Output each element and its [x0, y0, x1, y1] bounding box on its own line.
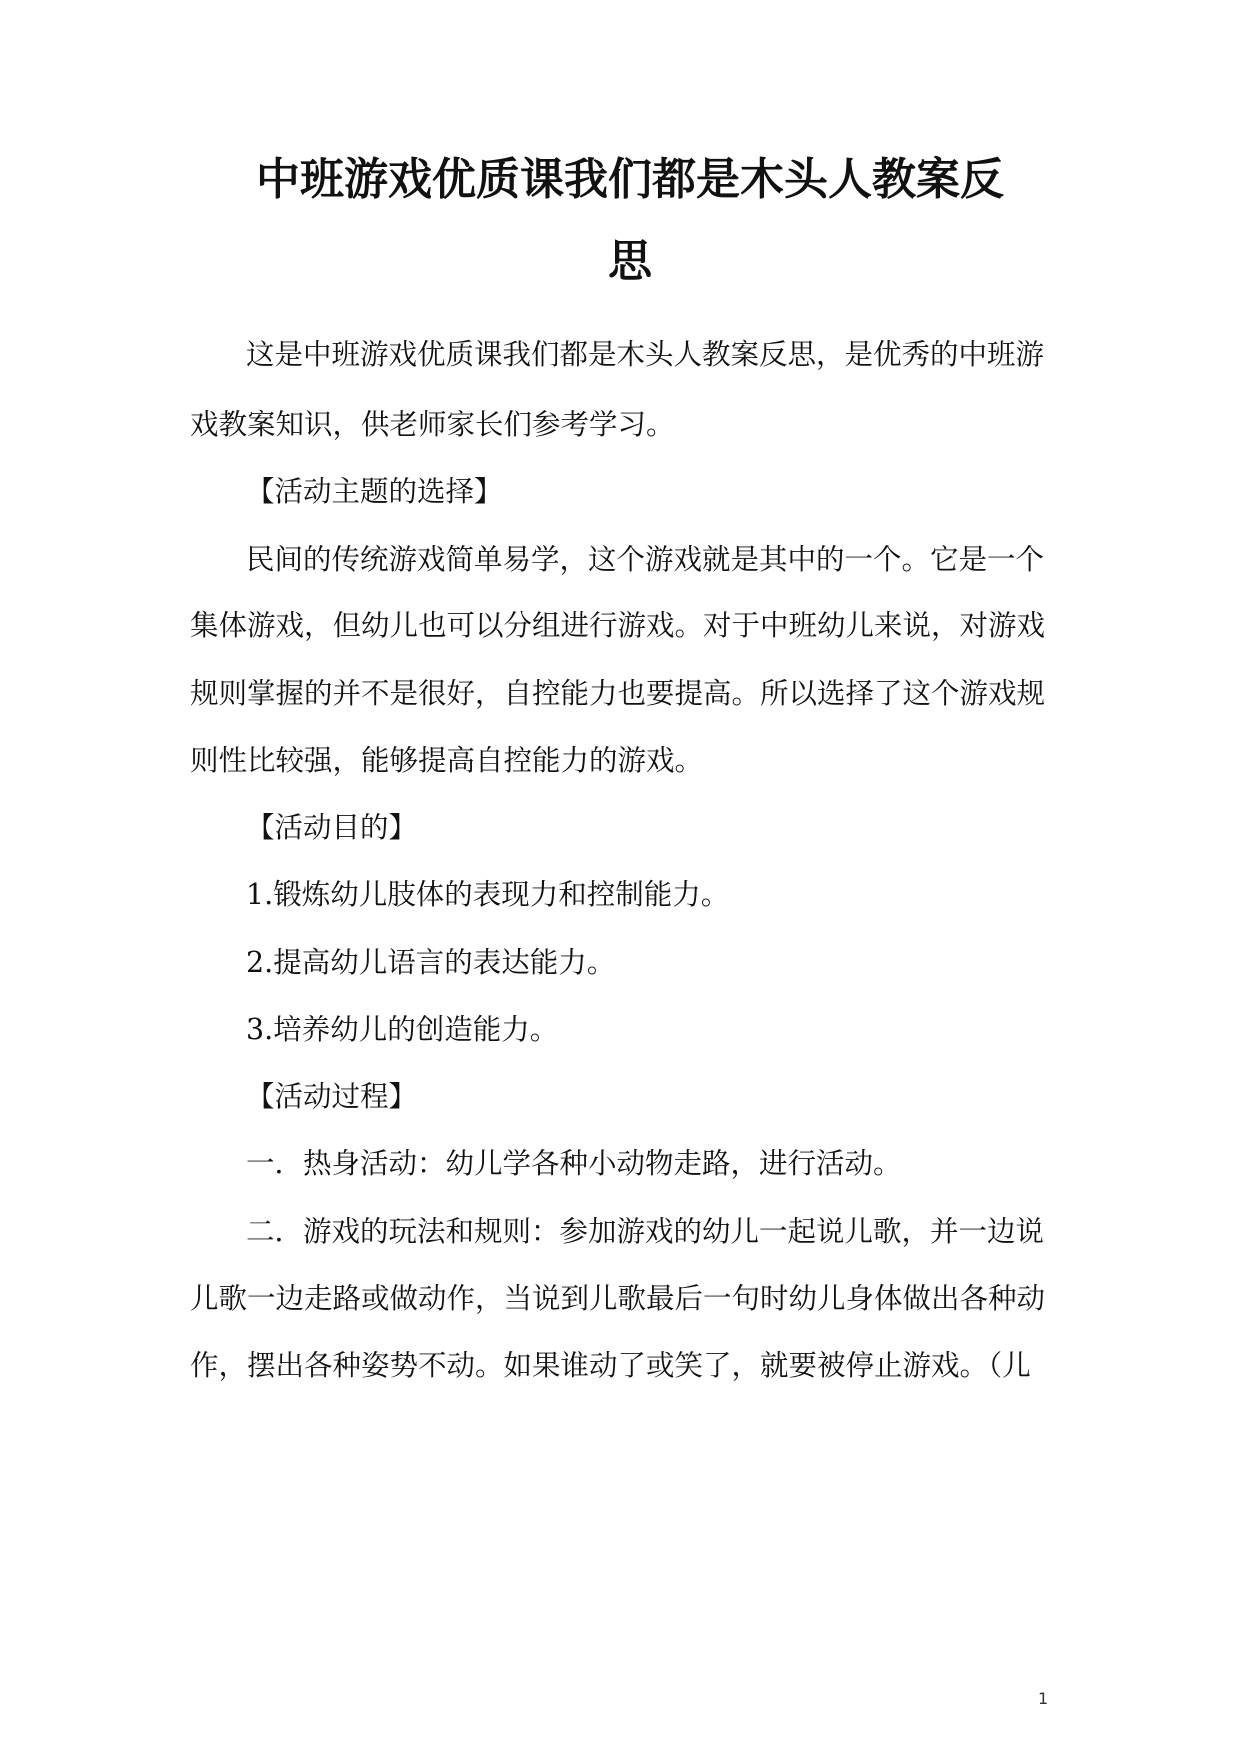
list-item-purpose-3: 3.培养幼儿的创造能力。 [246, 1013, 559, 1046]
paragraph-process-step-2-line-1: 二．游戏的玩法和规则：参加游戏的幼儿一起说儿歌，并一边说 [246, 1215, 1045, 1248]
section-heading-theme: 【活动主题的选择】 [246, 475, 503, 508]
paragraph-theme-line-2: 集体游戏，但幼儿也可以分组进行游戏。对于中班幼儿来说，对游戏 [190, 609, 1046, 642]
document-title-line-2: 思 [608, 236, 652, 287]
paragraph-theme-line-1: 民间的传统游戏简单易学，这个游戏就是其中的一个。它是一个 [246, 543, 1045, 576]
document-title-line-1: 中班游戏优质课我们都是木头人教案反 [256, 154, 1004, 205]
paragraph-intro-line-1: 这是中班游戏优质课我们都是木头人教案反思，是优秀的中班游 [246, 338, 1045, 371]
paragraph-process-step-1: 一．热身活动：幼儿学各种小动物走路，进行活动。 [246, 1147, 902, 1180]
paragraph-process-step-2-line-2: 儿歌一边走路或做动作，当说到儿歌最后一句时幼儿身体做出各种动 [190, 1282, 1046, 1315]
section-heading-purpose: 【活动目的】 [246, 811, 418, 844]
paragraph-intro-line-2: 戏教案知识，供老师家长们参考学习。 [190, 408, 675, 441]
paragraph-theme-line-4: 则性比较强，能够提高自控能力的游戏。 [190, 744, 704, 777]
page-number: 1 [1038, 1689, 1049, 1708]
paragraph-theme-line-3: 规则掌握的并不是很好，自控能力也要提高。所以选择了这个游戏规 [190, 677, 1046, 710]
list-item-purpose-1: 1.锻炼幼儿肢体的表现力和控制能力。 [246, 878, 730, 911]
paragraph-process-step-2-line-3: 作，摆出各种姿势不动。如果谁动了或笑了，就要被停止游戏。（儿 [190, 1349, 1031, 1382]
section-heading-process: 【活动过程】 [246, 1080, 418, 1113]
list-item-purpose-2: 2.提高幼儿语言的表达能力。 [246, 946, 616, 979]
